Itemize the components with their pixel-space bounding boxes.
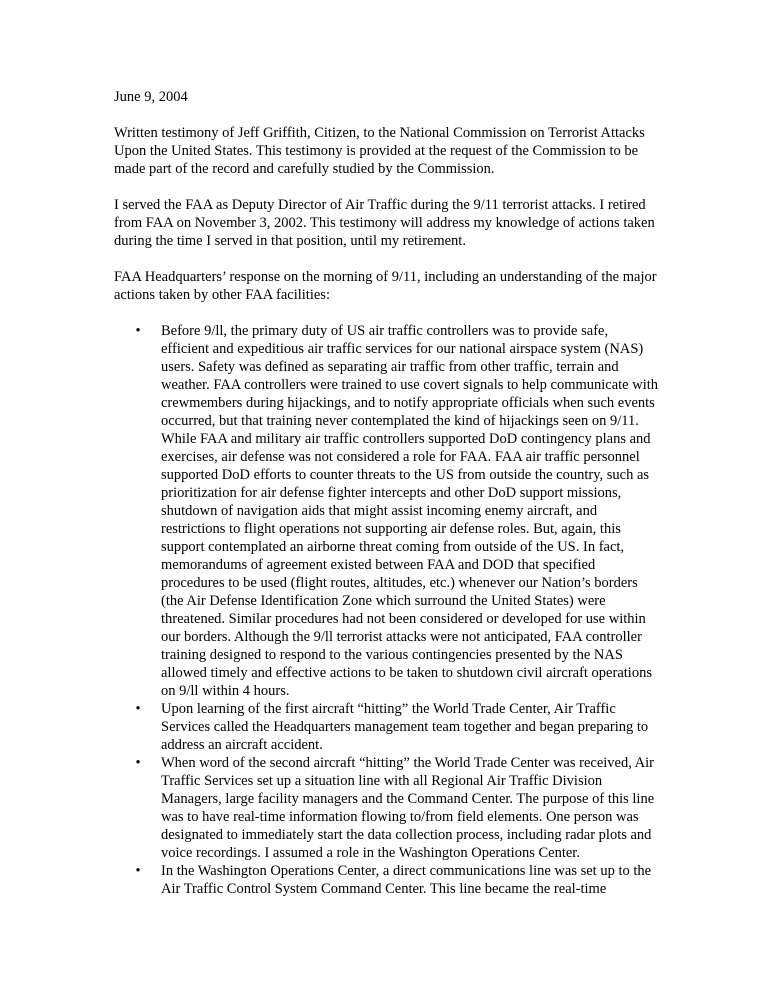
service-paragraph: I served the FAA as Deputy Director of Air Traffic during the 9/11 terrorist attacks. I retired from FAA on November 3, 2002. This testimony will address my knowledge of actions taken during the time I served in that position, until my retirement. (114, 197, 655, 249)
bullet-text: In the Washington Operations Center, a direct communications line was set up to the Air Traffic Control System Command Center. This line became the real-time (161, 863, 652, 897)
bullet-icon: • (135, 701, 141, 717)
bullet-icon: • (135, 323, 141, 339)
section-heading-paragraph: FAA Headquarters’ response on the morning of 9/11, including an understanding of the major actions taken by other FAA facilities: (114, 269, 657, 303)
bullet-item (114, 700, 659, 754)
bullet-icon: • (135, 863, 141, 879)
bullet-text: Before 9/ll, the primary duty of US air traffic controllers was to provide safe, efficient and expeditious air traffic services for our national airspace system (NAS) users. Safety was defined as separating air traffic from other traffic, terrain and weather. FAA controllers were trained to use covert signals to help communicate with crewmembers during hijackings, and to notify appropriate officials when such events occurred, but that training never contemplated the kind of hijackings seen on 9/11. While FAA and military air traffic controllers supported DoD contingency plans and exercises, air defense was not considered a role for FAA. FAA air traffic personnel supported DoD efforts to counter threats to the US from outside the country, such as prioritization for air defense fighter intercepts and other DoD support missions, shutdown of navigation aids that might assist incoming enemy aircraft, and restrictions to flight operations not supporting air defense roles. But, again, this support contemplated an airborne threat coming from outside of the US. In fact, memorandums of agreement existed between FAA and DOD that specified procedures to be used (flight routes, altitudes, etc.) whenever our Nation’s borders (the Air Defense Identification Zone which surround the United States) were threatened. Similar procedures had not been considered or developed for use within our borders. Although the 9/ll terrorist attacks were not anticipated, FAA controller training designed to respond to the various contingencies presented by the NAS allowed timely and effective actions to be taken to shutdown civil aircraft operations on 9/ll within 4 hours. (161, 323, 659, 699)
bullet-item (114, 862, 659, 898)
document-page (114, 88, 659, 898)
bullet-item (114, 754, 659, 862)
bullet-text: Upon learning of the first aircraft “hitting” the World Trade Center, Air Traffic Services called the Headquarters management team together and began preparing to address an aircraft accident. (161, 701, 649, 753)
bullet-list (114, 322, 659, 898)
bullet-item (114, 322, 659, 700)
document-date: June 9, 2004 (114, 89, 188, 105)
intro-paragraph: Written testimony of Jeff Griffith, Citizen, to the National Commission on Terrorist Attacks Upon the United States. This testimony is provided at the request of the Commission to be made part of the record and carefully studied by the Commission. (114, 125, 645, 177)
bullet-icon: • (135, 755, 141, 771)
bullet-text: When word of the second aircraft “hitting” the World Trade Center was received, Air Traffic Services set up a situation line with all Regional Air Traffic Division Managers, large facility managers and the Command Center. The purpose of this line was to have real-time information flowing to/from field elements. One person was designated to immediately start the data collection process, including radar plots and voice recordings. I assumed a role in the Washington Operations Center. (161, 755, 655, 861)
